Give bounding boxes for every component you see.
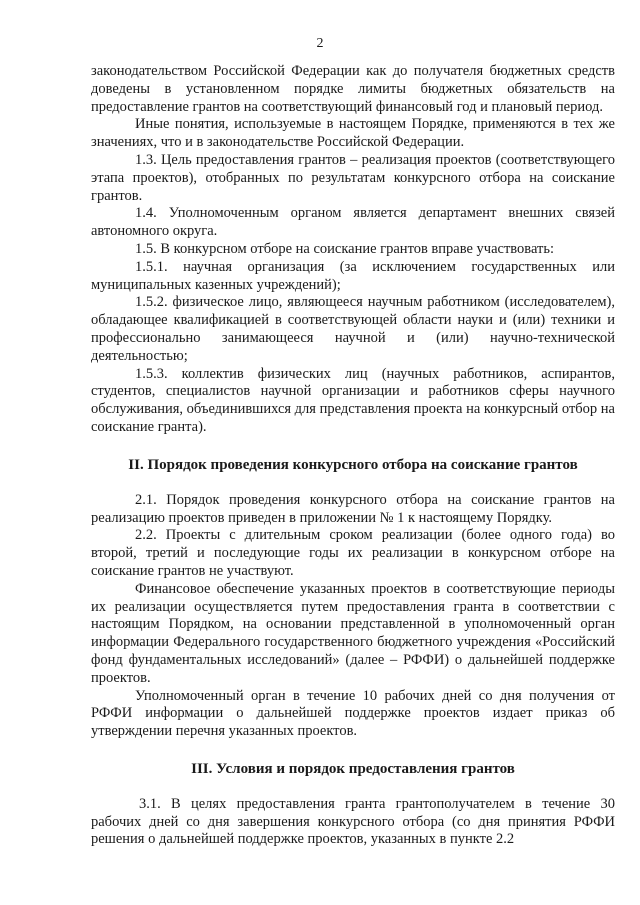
paragraph: 2.1. Порядок проведения конкурсного отбора на соискание грантов на реализацию проектов приведен в приложении № 1 к настоящему Порядку. <box>91 491 615 526</box>
paragraph: 1.5.1. научная организация (за исключением государственных или муниципальных казенных учреждений); <box>91 258 615 293</box>
paragraph: 1.3. Цель предоставления грантов – реализация проектов (соответствующего этапа проектов), отобранных по результатам конкурсного отбора на соискание грантов. <box>91 151 615 204</box>
section-spacer <box>91 474 615 492</box>
paragraph: Финансовое обеспечение указанных проектов в соответствующие периоды их реализации осуществляется путем предоставления гранта в соответствии с настоящим Порядком, на основании представленной в уполномоченный орган информации Федерального государственного бюджетного учреждения «Российский фонд фундаментальных исследований» (далее – РФФИ) о дальнейшей поддержке проектов. <box>91 580 615 686</box>
paragraph: Уполномоченный орган в течение 10 рабочих дней со дня получения от РФФИ информации о дальнейшей поддержке проектов издает приказ об утверждении перечня указанных проектов. <box>91 687 615 740</box>
document-body <box>91 63 615 849</box>
section-spacer <box>91 437 615 456</box>
paragraph: 1.5.3. коллектив физических лиц (научных работников, аспирантов, студентов, специалистов научной организации и работников сферы научного обслуживания, объединившихся для представления проекта на конкурсный отбор на соискание гранта). <box>91 365 615 435</box>
section-spacer <box>91 778 615 796</box>
section-spacer <box>91 741 615 760</box>
paragraph: законодательством Российской Федерации как до получателя бюджетных средств доведены в установленном порядке лимиты бюджетных обязательств на предоставление грантов на соответствующий финансовый год и плановый период. <box>91 63 615 115</box>
paragraph: 1.4. Уполномоченным органом является департамент внешних связей автономного округа. <box>91 205 615 240</box>
paragraph: 2.2. Проекты с длительным сроком реализации (более одного года) во второй, третий и последующие годы их реализации в конкурсном отборе на соискание грантов не участвуют. <box>91 527 615 579</box>
page-number: 2 <box>316 36 324 51</box>
paragraph: 1.5.2. физическое лицо, являющееся научным работником (исследователем), обладающее квалификацией в соответствующей области науки и (или) техники и профессионально занимающееся научной и (или) научно-технической деятельностью; <box>91 294 615 364</box>
paragraph: 3.1. В целях предоставления гранта грантополучателем в течение 30 рабочих дней со дня завершения конкурсного отбора (со дня принятия РФФИ решения о дальнейшей поддержке проектов, указанных в пункте 2.2 <box>91 795 615 848</box>
paragraph: Иные понятия, используемые в настоящем Порядке, применяются в тех же значениях, что и в законодательстве Российской Федерации. <box>91 116 615 151</box>
paragraph: 1.5. В конкурсном отборе на соискание грантов вправе участвовать: <box>135 240 554 257</box>
section-heading: II. Порядок проведения конкурсного отбора на соискание грантов <box>128 456 578 473</box>
section-heading: III. Условия и порядок предоставления грантов <box>191 760 515 777</box>
